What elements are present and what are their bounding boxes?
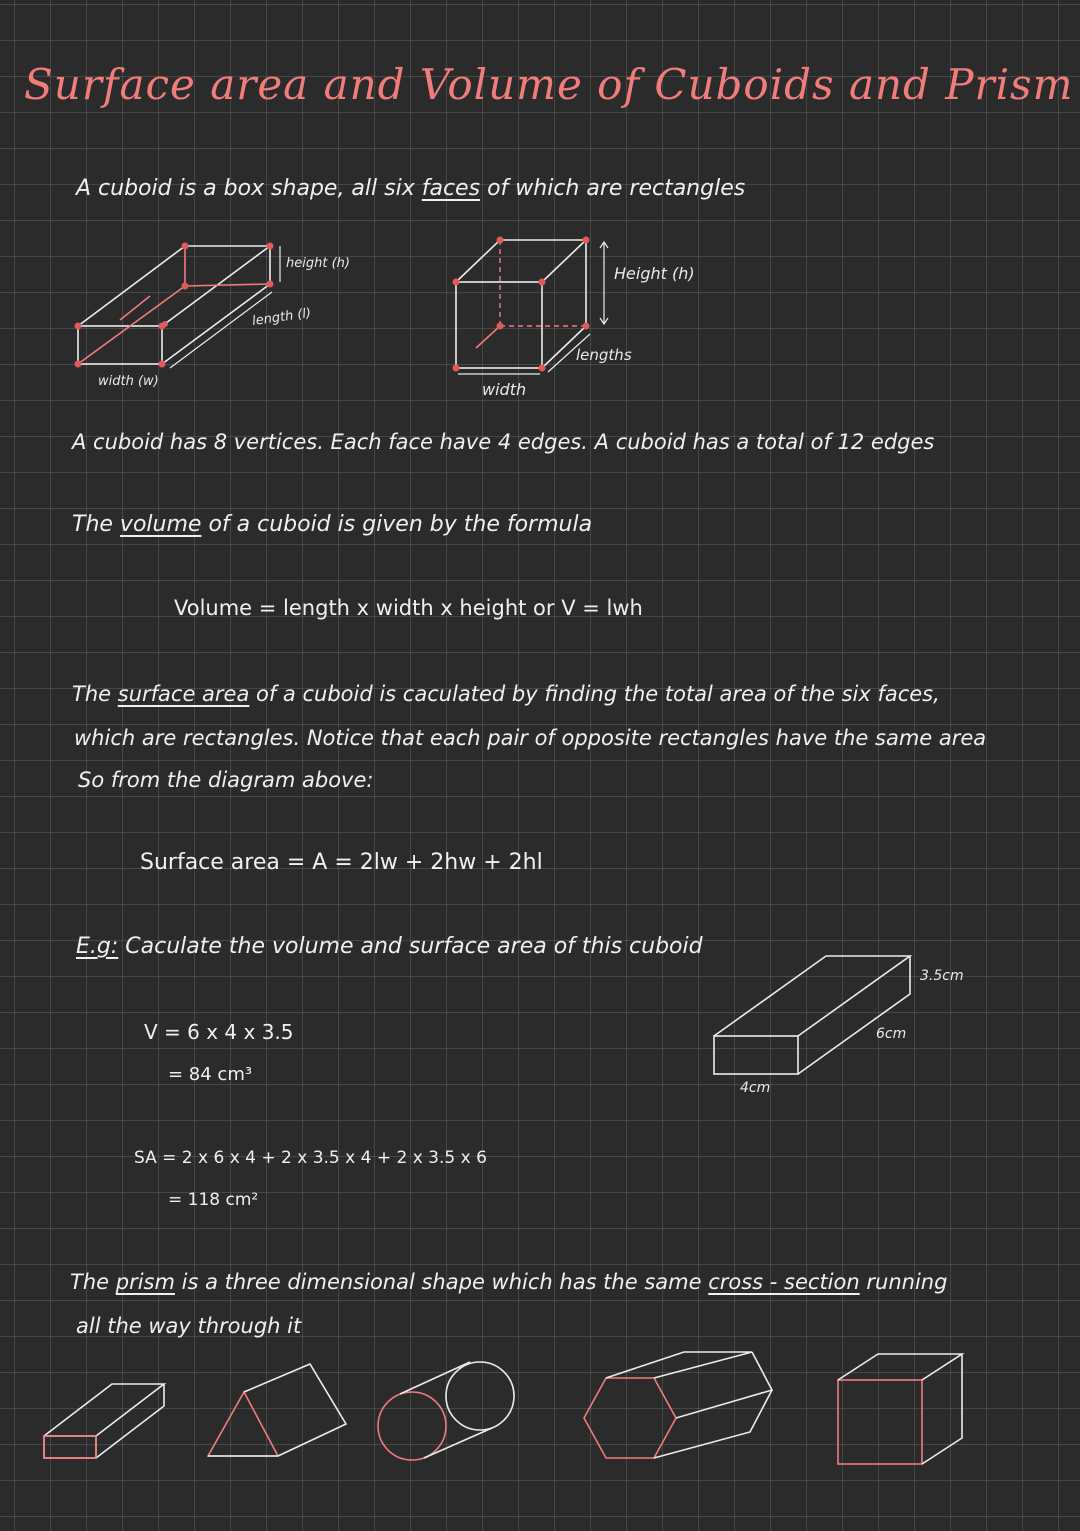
volume-calc-line-1: V = 6 x 4 x 3.5 [144, 1020, 294, 1044]
surface-calc-line-2: = 118 cm² [168, 1190, 259, 1210]
prism-word: prism [115, 1270, 175, 1294]
example-label: E.g: [76, 934, 119, 959]
label-lengths: lengths [576, 346, 632, 364]
surface-intro-part-2: of a cuboid is caculated by finding the total area of the six faces, [256, 682, 940, 706]
surface-calc-line-1: SA = 2 x 6 x 4 + 2 x 3.5 x 4 + 2 x 3.5 x 6 [134, 1148, 487, 1168]
hexagonal-prism-shape [584, 1352, 772, 1458]
example-question: Caculate the volume and surface area of this cuboid [125, 934, 703, 959]
triangular-prism-shape [208, 1364, 346, 1456]
volume-word: volume [119, 512, 202, 537]
cube-prism-shape [838, 1354, 962, 1464]
prism-part-1: The [70, 1270, 110, 1294]
label-height: Height (h) [614, 264, 695, 283]
rectangular-prism-shape [44, 1384, 164, 1458]
surface-intro-line-3: So from the diagram above: [78, 768, 374, 792]
faces-word: faces [421, 176, 481, 201]
label-width-w: width (w) [98, 374, 159, 389]
prism-part-2: is a three dimensional shape which has the same [181, 1270, 702, 1294]
intro-part-1: A cuboid is a box shape, all six [76, 176, 415, 201]
page-title: Surface area and Volume of Cuboids and Prism [24, 60, 1074, 109]
surface-intro-part-1: The [72, 682, 112, 706]
surface-area-word: surface area [117, 682, 250, 706]
dim-height-label: 3.5cm [920, 968, 964, 984]
intro-part-2: of which are rectangles [487, 176, 746, 201]
surface-intro-line-2: which are rectangles. Notice that each pair of opposite rectangles have the same area [74, 726, 987, 750]
dim-width-label: 4cm [740, 1080, 771, 1096]
volume-formula: Volume = length x width x height or V = lwh [174, 596, 643, 620]
cross-section-word: cross - section [708, 1270, 860, 1294]
prism-line-2: all the way through it [76, 1314, 302, 1338]
volume-calc-line-2: = 84 cm³ [168, 1064, 253, 1085]
label-height-small: height (h) [286, 256, 350, 271]
surface-formula: Surface area = A = 2lw + 2hw + 2hl [140, 850, 543, 875]
vertices-text: A cuboid has 8 vertices. Each face have 4 edges. A cuboid has a total of 12 edges [72, 430, 935, 454]
volume-intro-part-2: of a cuboid is given by the formula [208, 512, 593, 537]
label-length: length (l) [251, 305, 313, 330]
cylinder-shape [378, 1362, 514, 1460]
dim-length-label: 6cm [876, 1026, 907, 1042]
label-width: width [482, 380, 527, 399]
volume-intro-part-1: The [72, 512, 113, 537]
prism-part-3: running [866, 1270, 948, 1294]
